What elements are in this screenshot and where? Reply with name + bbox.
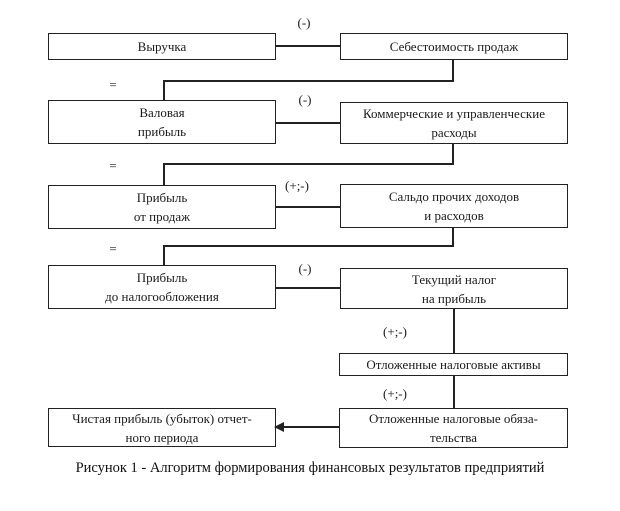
node-current-income-tax <box>340 268 568 309</box>
operator-minus-1: (-) <box>297 15 311 30</box>
operator-plus-minus-1: (+;-) <box>285 178 309 193</box>
node-sales-profit-label-2: от продаж <box>133 209 191 224</box>
node-commercial-admin-expenses-label-2: расходы <box>431 125 477 140</box>
node-deferred-tax-assets-label: Отложенные налоговые активы <box>366 357 541 372</box>
connector-to-pretax-horizontal <box>163 245 454 247</box>
operator-equals-3: = <box>109 241 117 256</box>
node-gross-profit <box>48 100 276 144</box>
connector-revenue-cost <box>275 45 341 47</box>
node-cost-of-sales-label: Себестоимость продаж <box>389 39 519 54</box>
connector-to-sales-down <box>163 163 165 186</box>
connector-sales-balance <box>275 206 341 208</box>
node-sales-profit <box>48 185 276 229</box>
node-pretax-profit <box>48 265 276 309</box>
node-current-income-tax-label-1: Текущий налог <box>411 271 497 287</box>
node-net-profit <box>48 408 276 447</box>
connector-expenses-down <box>452 143 454 164</box>
node-sales-profit-label-1: Прибыль <box>136 190 188 205</box>
connector-to-gross-horizontal <box>163 80 454 82</box>
arrow-left-icon <box>274 422 284 432</box>
node-net-profit-label-2: ного периода <box>125 429 199 445</box>
node-revenue <box>48 33 276 60</box>
node-gross-profit-label-1: Валовая <box>139 105 185 120</box>
operator-equals-1: = <box>109 77 117 92</box>
node-other-income-expense-balance-label-1: Сальдо прочих доходов <box>388 189 520 204</box>
operator-minus-3: (-) <box>298 261 312 276</box>
node-commercial-admin-expenses <box>340 102 568 144</box>
node-revenue-label: Выручка <box>137 39 187 54</box>
connector-cost-down <box>452 59 454 81</box>
operator-minus-2: (-) <box>298 92 312 107</box>
connector-liabilities-netprofit <box>283 426 340 428</box>
operator-plus-minus-3: (+;-) <box>383 386 407 401</box>
figure-caption: Рисунок 1 - Алгоритм формирования финансовых результатов предприятий <box>75 460 545 476</box>
node-current-income-tax-label-2: на прибыль <box>421 290 487 306</box>
node-deferred-tax-liabilities-label-2: тельства <box>429 430 478 445</box>
connector-to-gross-down <box>163 80 165 101</box>
node-deferred-tax-assets <box>339 353 568 376</box>
connector-assets-liabilities <box>453 375 455 408</box>
node-cost-of-sales <box>340 33 568 60</box>
node-gross-profit-label-2: прибыль <box>137 124 187 139</box>
connector-gross-expenses <box>275 122 341 124</box>
connector-balance-down <box>452 227 454 246</box>
connector-to-sales-horizontal <box>163 163 454 165</box>
node-pretax-profit-label-1: Прибыль <box>136 270 188 285</box>
operator-equals-2: = <box>109 158 117 173</box>
node-deferred-tax-liabilities-label-1: Отложенные налоговые обяза- <box>369 411 538 426</box>
node-other-income-expense-balance-label-2: и расходов <box>424 208 484 223</box>
node-other-income-expense-balance <box>340 184 568 228</box>
connector-tax-assets <box>453 308 455 353</box>
node-pretax-profit-label-2: до налогообложения <box>105 289 219 304</box>
node-deferred-tax-liabilities <box>339 408 568 448</box>
connector-to-pretax-down <box>163 245 165 266</box>
node-commercial-admin-expenses-label-1: Коммерческие и управленческие <box>363 106 545 121</box>
node-net-profit-label-1: Чистая прибыль (убыток) отчет- <box>72 410 252 426</box>
connector-pretax-tax <box>275 287 341 289</box>
operator-plus-minus-2: (+;-) <box>383 324 407 339</box>
